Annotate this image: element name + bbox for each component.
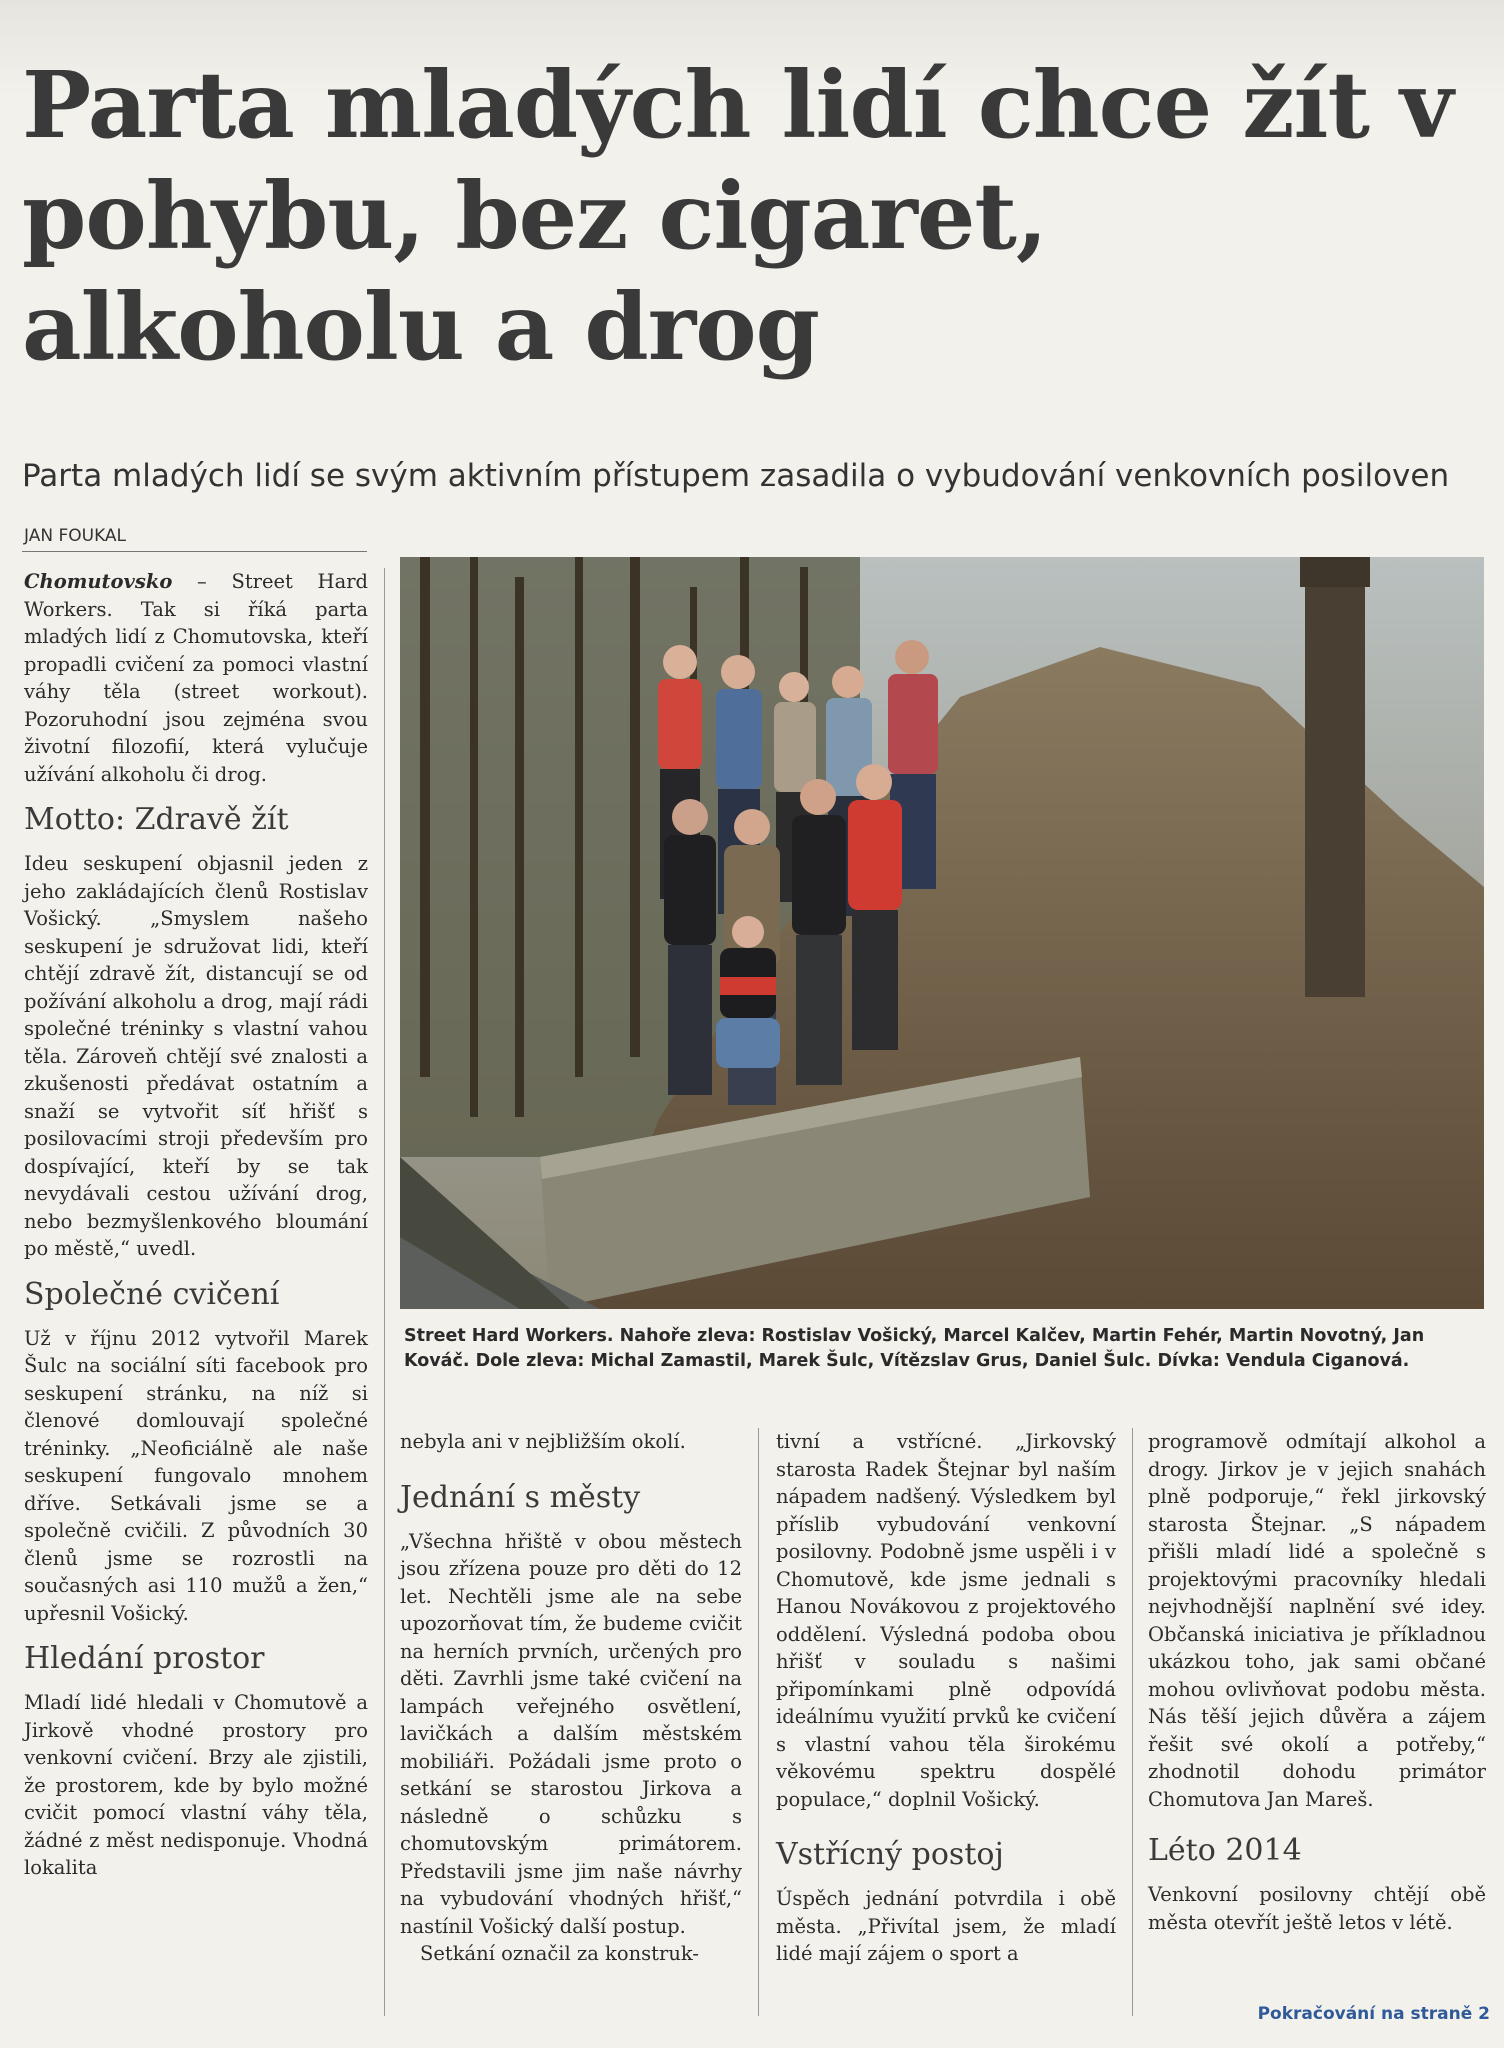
col2-continuation: nebyla ani v nejbližším okolí. xyxy=(400,1430,686,1453)
lead-place: Chomutovsko xyxy=(24,570,173,593)
vstricny-paragraph: Úspěch jednání potvrdila i obě města. „Přivítal jsem, že mladí lidé mají zájem o sport a xyxy=(776,1887,1116,1965)
section-heading-leto: Léto 2014 xyxy=(1148,1833,1302,1868)
article-headline: Parta mladých lidí chce žít v pohybu, bez cigaret, alkoholu a drog xyxy=(22,51,1453,381)
section-heading-jednani: Jednání s městy xyxy=(400,1479,641,1515)
motto-paragraph: Ideu seskupení objasnil jeden z jeho zakládajících členů Rostislav Vošický. „Smyslem našeho seskupení je sdružovat lidi, kteří chtějí zdravě žít, distancují se od požívání alkoholu a drog, mají rádi společné tréninky s vlastní vahou těla. Zároveň chtějí své znalosti a zkušenosti předávat ostatním a snaží se vytvořit síť hřišť s posilovacími stroji především pro dospívající, kteří by se tak nevydávali cestou užívání drog, nebo bezmyšlenkového bloumání po městě,“ uvedl. xyxy=(24,852,368,1260)
section-heading-hledani: Hledání prostor xyxy=(24,1641,265,1676)
column-rule-3 xyxy=(1132,1428,1133,2016)
column-rule-1 xyxy=(384,568,385,2016)
col4-paragraph: programově odmítají alkohol a drogy. Jirkov je v jejich snahách plně podporuje,“ řekl jirkovský starosta Štejnar. „S nápadem přišli mladí lidé a společně s projektovými pracovníky hledali nejvhodnější naplnění své idey. Občanská iniciativa je příkladnou ukázkou toho, jak sami občané mohou ovlivňovat podobu města. Nás těší jejich důvěra a zájem řešit své okolí a potřeby,“ zhodnotil dohodu primátor Chomutova Jan Mareš. xyxy=(1148,1430,1486,1811)
column-3 xyxy=(776,1428,1116,1968)
lead-text: – Street Hard Workers. Tak si říká parta mladých lidí z Chomutovska, kteří propadli cvičení za pomoci vlastní váhy těla (street workout). Pozoruhodní jsou zejména svou životní filozofií, která vylučuje užívání alkoholu či drog. xyxy=(24,570,368,786)
col3-continuation: tivní a vstřícné. „Jirkovský starosta Radek Štejnar byl naším nápadem nadšený. Výsledkem byl příslib vybudování venkovní posilovny. Podobně jsme uspěli i v Chomutově, kde jsme jednali s Hanou Novákovou z projektového oddělení. Výsledná podoba obou hřišť v souladu s našimi připomínkami plně odpovídá ideálnímu využití prvků ke cvičení s vlastní vahou těla širokému věkovému spektru dospělé populace,“ doplnil Vošický. xyxy=(776,1430,1116,1811)
column-4 xyxy=(1148,1428,1486,1936)
jednani-paragraph: „Všechna hřiště v obou městech jsou zřízena pouze pro děti do 12 let. Nechtěli jsme ale na sebe upozorňovat tím, že budeme cvičit na herních prvních, určených pro děti. Zavrhli jsme také cvičení na lampách veřejného osvětlení, lavičkách a dalším městském mobiliáři. Požádali jsme proto o setkání se starostou Jirkova a následně o schůzku s chomutovským primátorem. Představili jsme jim naše návrhy na vybudování vhodných hřišť,“ nastínil Vošický další postup. xyxy=(400,1529,742,1938)
hledani-paragraph: Mladí lidé hledali v Chomutově a Jirkově vhodné prostory pro venkovní cvičení. Brzy ale zjistili, že prostorem, kde by bylo možné cvičit pomocí vlastní váhy těla, žádné z měst nedisponuje. Vhodná lokalita xyxy=(24,1691,368,1879)
column-rule-2 xyxy=(758,1428,759,2016)
section-heading-motto: Motto: Zdravě žít xyxy=(24,802,289,837)
article-byline: JAN FOUKAL xyxy=(24,526,127,546)
column-1 xyxy=(24,568,368,1882)
lead-paragraph xyxy=(24,568,368,788)
section-heading-spolecne: Společné cvičení xyxy=(24,1276,280,1312)
column-2 xyxy=(400,1428,742,1968)
group-photo-illustration xyxy=(400,557,1484,1309)
continued-on-page-link[interactable]: Pokračování na straně 2 xyxy=(1257,2004,1490,2024)
spolecne-paragraph: Už v říjnu 2012 vytvořil Marek Šulc na sociální síti facebook pro seskupení stránku, na níž si členové domlouvají společné tréninky. „Neoficiálně ale naše seskupení fungovalo mnohem dříve. Setkávali jsme se a společně cvičili. Z původních 30 členů jsme se rozrostli na současných asi 110 mužů a žen,“ upřesnil Vošický. xyxy=(24,1326,368,1625)
article-subheadline: Parta mladých lidí se svým aktivním přístupem zasadila o vybudování venkovních posiloven xyxy=(22,458,1450,494)
section-heading-vstricny: Vstřícný postoj xyxy=(776,1837,1004,1872)
leto-paragraph: Venkovní posilovny chtějí obě města otevřít ještě letos v létě. xyxy=(1148,1883,1486,1934)
byline-rule xyxy=(22,551,367,552)
photo-caption: Street Hard Workers. Nahoře zleva: Rostislav Vošický, Marcel Kalčev, Martin Fehér, Martin Novotný, Jan Kováč. Dole zleva: Michal Zamastil, Marek Šulc, Vítězslav Grus, Daniel Šulc. Dívka: Vendula Ciganová. xyxy=(404,1326,1425,1371)
group-photo xyxy=(400,557,1484,1309)
col2-end: Setkání označil za konstruk- xyxy=(420,1942,699,1965)
